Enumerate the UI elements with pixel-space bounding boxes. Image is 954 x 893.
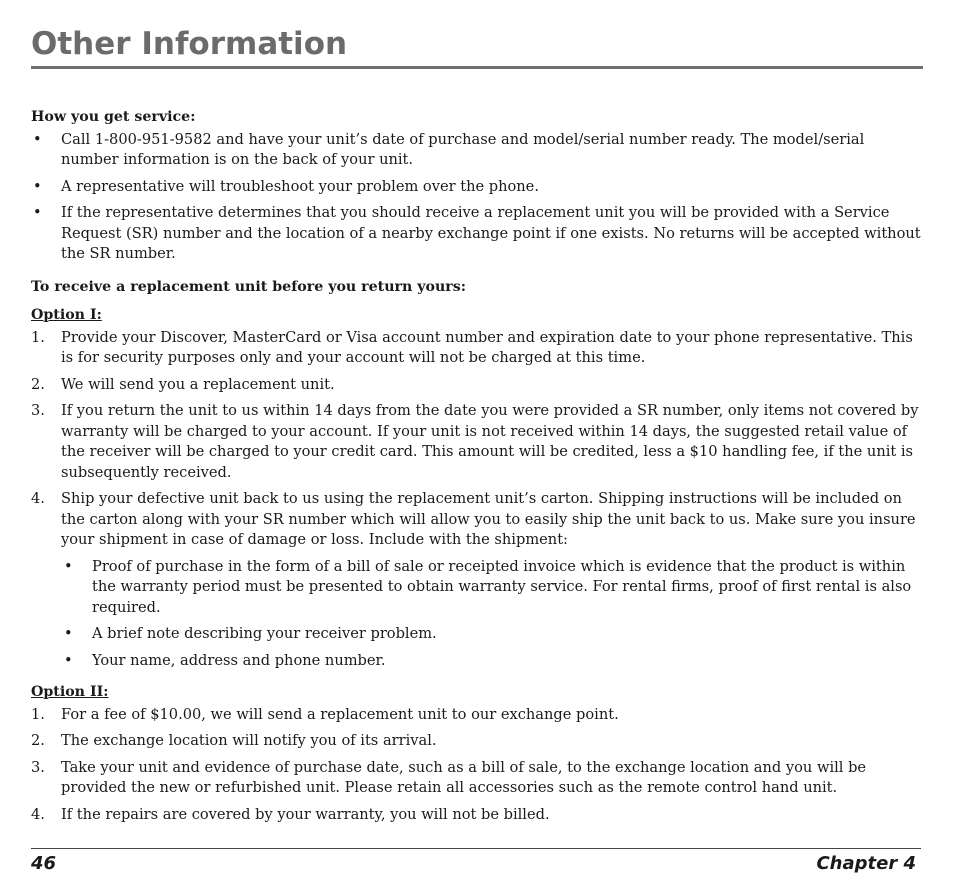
list-item bbox=[31, 705, 921, 726]
list-item bbox=[31, 203, 921, 265]
sublist-item bbox=[61, 651, 921, 672]
list-item bbox=[31, 731, 921, 752]
bullet-marker: • bbox=[33, 177, 42, 195]
shipment-sublist bbox=[61, 557, 921, 672]
list-item-text: Call 1-800-951-9582 and have your unit’s date of purchase and model/serial number ready. The model/serial number information is on the back of your unit. bbox=[61, 130, 865, 168]
service-heading: How you get service: bbox=[31, 109, 196, 125]
list-item bbox=[31, 489, 921, 671]
option-1-label: Option I: bbox=[31, 307, 102, 323]
list-item-text: Ship your defective unit back to us using the replacement unit’s carton. Shipping instructions will be included on the carton along with your SR number which will allow you to easily ship the unit back to us. Make sure you insure your shipment in case of damage or loss. Include with the shipment: bbox=[61, 490, 916, 548]
number-marker: 1. bbox=[31, 328, 45, 346]
bullet-marker: • bbox=[64, 625, 73, 642]
number-marker: 3. bbox=[31, 402, 45, 419]
number-marker: 2. bbox=[31, 375, 45, 393]
number-marker: 4. bbox=[31, 805, 45, 823]
sublist-item bbox=[61, 557, 921, 619]
page-number: 46 bbox=[31, 853, 57, 874]
list-item-text: Provide your Discover, MasterCard or Visa account number and expiration date to your phone representative. This is for security purposes only and your account will not be charged at this time. bbox=[61, 328, 913, 366]
bullet-marker: • bbox=[33, 204, 42, 221]
page-title: Other Information bbox=[31, 26, 348, 62]
option-1-list bbox=[31, 328, 921, 672]
sublist-item-text: A brief note describing your receiver problem. bbox=[92, 625, 437, 642]
list-item bbox=[31, 328, 921, 369]
number-marker: 4. bbox=[31, 490, 45, 507]
list-item-text: A representative will troubleshoot your problem over the phone. bbox=[61, 177, 539, 195]
replacement-heading: To receive a replacement unit before you return yours: bbox=[31, 278, 466, 295]
bullet-marker: • bbox=[64, 651, 73, 669]
sublist-item bbox=[61, 624, 921, 645]
list-item-text: The exchange location will notify you of its arrival. bbox=[61, 732, 437, 749]
list-item-text: We will send you a replacement unit. bbox=[61, 375, 335, 393]
number-marker: 1. bbox=[31, 705, 45, 723]
list-item-text: Take your unit and evidence of purchase date, such as a bill of sale, to the exchange location and you will be provided the new or refurbished unit. Please retain all accessories such as the remote control hand unit. bbox=[61, 758, 867, 796]
list-item bbox=[31, 375, 921, 396]
list-item-text: If you return the unit to us within 14 days from the date you were provided a SR number, only items not covered by warranty will be charged to your account. If your unit is not received within 14 days, the suggested retail value of the receiver will be charged to your credit card. This amount will be credited, less a $10 handling fee, if the unit is subsequently received. bbox=[61, 402, 919, 481]
list-item bbox=[31, 177, 921, 198]
bullet-marker: • bbox=[64, 557, 73, 575]
sublist-item-text: Your name, address and phone number. bbox=[92, 651, 386, 669]
option-2-label: Option II: bbox=[31, 684, 109, 700]
sublist-item-text: Proof of purchase in the form of a bill of sale or receipted invoice which is evidence that the product is within the warranty period must be presented to obtain warranty service. For rental firms, proof of first rental is also required. bbox=[92, 557, 912, 616]
chapter-label: Chapter 4 bbox=[816, 853, 916, 874]
title-divider bbox=[31, 66, 923, 69]
number-marker: 2. bbox=[31, 732, 45, 749]
list-item bbox=[31, 758, 921, 799]
list-item-text: If the repairs are covered by your warranty, you will not be billed. bbox=[61, 805, 550, 823]
bullet-marker: • bbox=[33, 130, 42, 148]
document-body bbox=[31, 107, 921, 831]
service-list bbox=[31, 130, 921, 265]
list-item bbox=[31, 401, 921, 483]
list-item bbox=[31, 130, 921, 171]
footer-divider bbox=[31, 848, 921, 849]
list-item bbox=[31, 805, 921, 826]
list-item-text: For a fee of $10.00, we will send a replacement unit to our exchange point. bbox=[61, 705, 619, 723]
option-2-list bbox=[31, 705, 921, 826]
number-marker: 3. bbox=[31, 758, 45, 776]
list-item-text: If the representative determines that you should receive a replacement unit you will be provided with a Service Request (SR) number and the location of a nearby exchange point if one exists. No returns will be accepted without the SR number. bbox=[61, 204, 921, 262]
